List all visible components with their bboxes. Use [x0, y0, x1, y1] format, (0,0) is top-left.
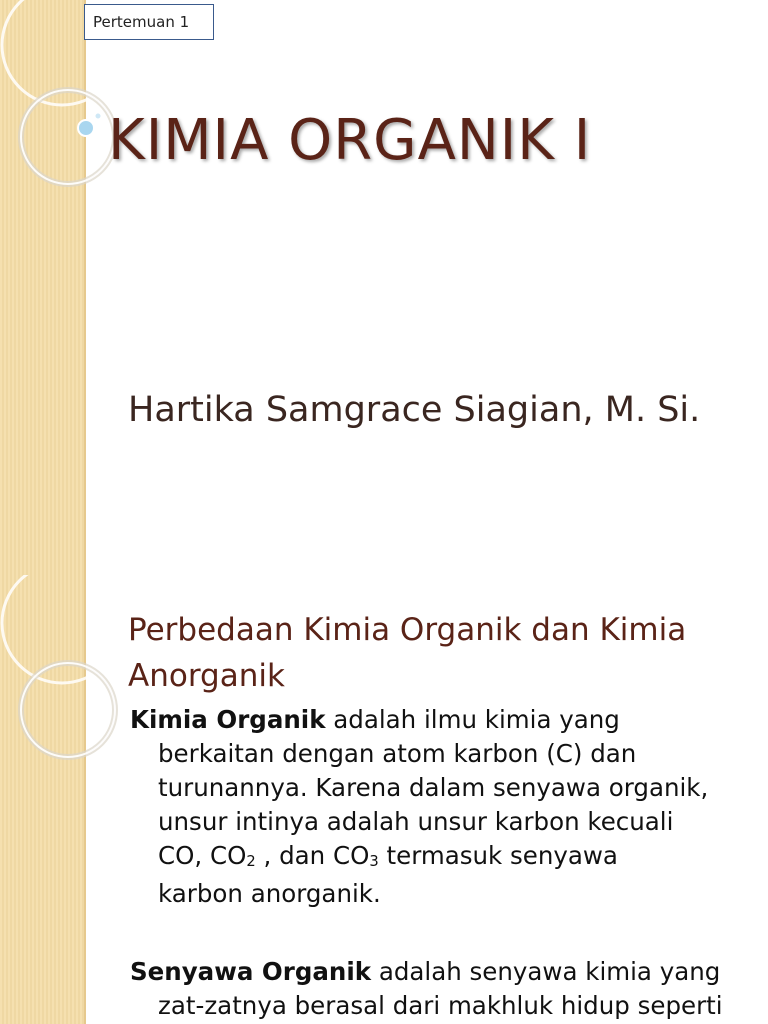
para2-line-1 [130, 955, 742, 989]
session-label: Pertemuan 1 [93, 13, 190, 31]
comma: , [255, 841, 280, 870]
bubble-large [78, 120, 94, 136]
decorative-rings [0, 0, 120, 575]
para1-line-3: turunannya. Karena dalam senyawa organik, [158, 773, 709, 802]
paragraph-senyawa-organik [130, 955, 742, 1023]
para1-line-2: berkaitan dengan atom karbon (C) dan [158, 739, 637, 768]
paragraph-kimia-organik [130, 703, 742, 911]
para1-line-1-text: adalah ilmu kimia yang [325, 705, 620, 734]
decorative-rings [0, 575, 120, 1024]
slide-heading [128, 607, 748, 699]
heading-line-2: Anorganik [128, 658, 285, 694]
author-name: Hartika Samgrace Siagian, M. Si. [128, 390, 701, 430]
co-prefix: CO, CO [158, 841, 247, 870]
deco-ring-large [2, 575, 120, 683]
heading-line-1: Perbedaan Kimia Organik dan Kimia [128, 612, 687, 648]
para2-line-2: zat-zatnya berasal dari makhluk hidup seperti [158, 991, 723, 1020]
term-senyawa-organik: Senyawa Organik [130, 957, 372, 986]
co-mid: dan CO [279, 841, 370, 870]
slide-title: KIMIA ORGANIK I [108, 108, 592, 173]
para1-line-1 [130, 703, 742, 737]
co-suffix: termasuk senyawa [378, 841, 618, 870]
para1-line-4: unsur intinya adalah unsur karbon kecuali [158, 807, 674, 836]
term-kimia-organik: Kimia Organik [130, 705, 326, 734]
deco-ring-white [21, 663, 115, 757]
para2-line-1-text: adalah senyawa kimia yang [371, 957, 721, 986]
bubble-small [95, 113, 101, 119]
para1-line-5 [130, 839, 742, 877]
content-slide [0, 575, 768, 1024]
para1-line-6: karbon anorganik. [158, 879, 381, 908]
subscript-3: 3 [369, 853, 379, 871]
session-label-box [84, 4, 214, 40]
subscript-2: 2 [246, 853, 256, 871]
